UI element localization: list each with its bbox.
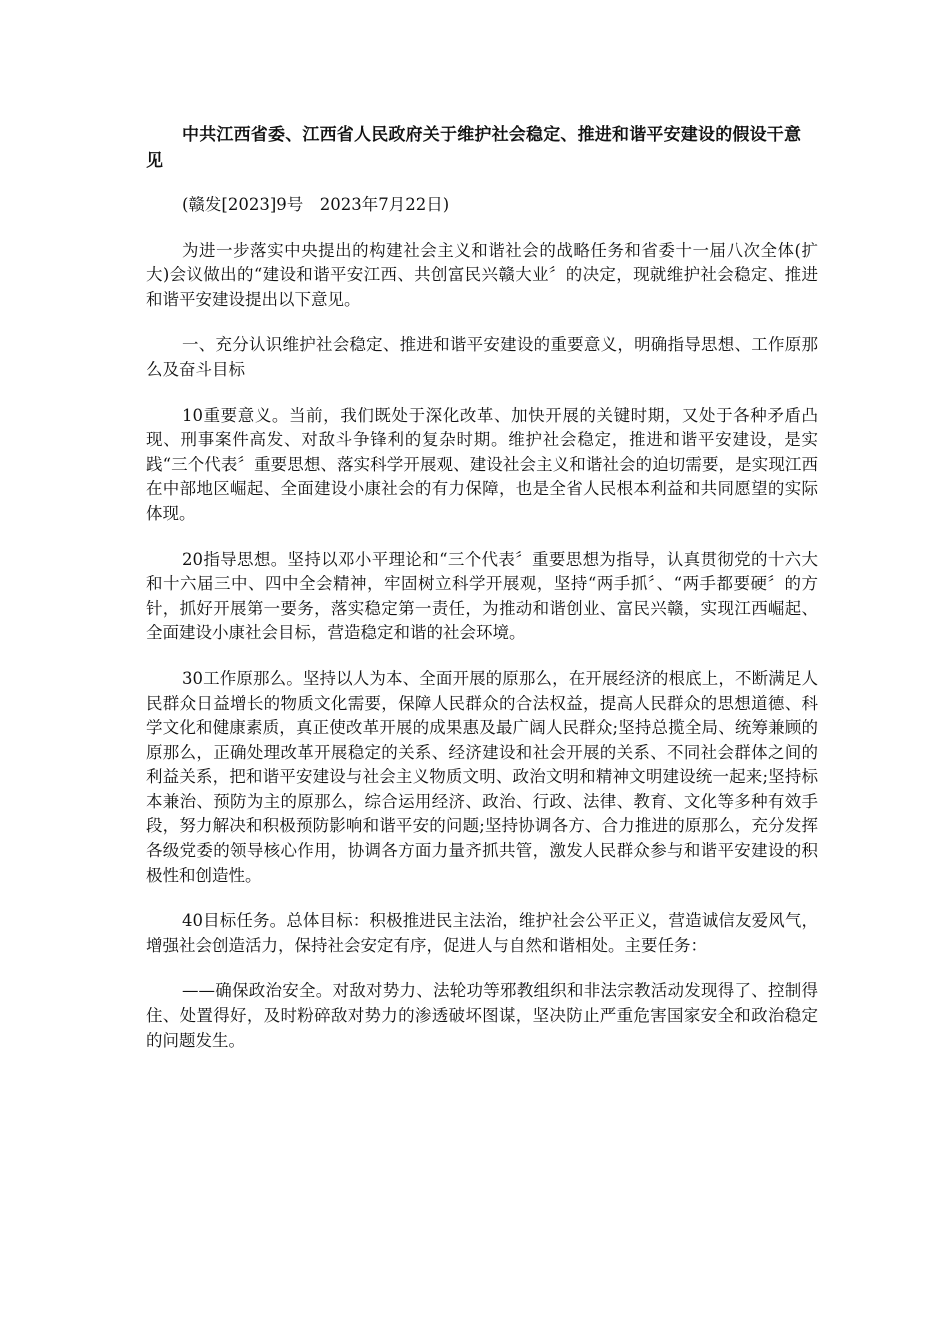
paragraph-guiding-thought: 20指导思想。坚持以邓小平理论和“三个代表〞重要思想为指导，认真贯彻党的十六大和十六届三中、四中全会精神，牢固树立科学开展观，坚持“两手抓〞、“两手都要硬〞的方针，抓好开展第一要务，落实稳定第一责任，为推动和谐创业、富民兴赣，实现江西崛起、全面建设小康社会目标，营造稳定和谐的社会环境。 <box>146 549 818 643</box>
document-page <box>146 122 818 1074</box>
paragraph-political-security: ——确保政治安全。对敌对势力、法轮功等邪教组织和非法宗教活动发现得了、控制得住、处置得好，及时粉碎敌对势力的渗透破坏图谋，坚决防止严重危害国家安全和政治稳定的问题发生。 <box>146 981 818 1050</box>
paragraph-intro: 为进一步落实中央提出的构建社会主义和谐社会的战略任务和省委十一届八次全体(扩大)会议做出的“建设和谐平安江西、共创富民兴赣大业〞的决定，现就维护社会稳定、推进和谐平安建设提出以下意见。 <box>146 240 818 309</box>
section-heading-1: 一、充分认识维护社会稳定、推进和谐平安建设的重要意义，明确指导思想、工作原那么及奋斗目标 <box>146 335 818 379</box>
document-issue-info: (赣发[2023]9号 2023年7月22日) <box>182 195 450 214</box>
paragraph-goals-tasks: 40目标任务。总体目标：积极推进民主法治，维护社会公平正义，营造诚信友爱风气，增强社会创造活力，保持社会安定有序，促进人与自然和谐相处。主要任务： <box>146 911 818 955</box>
paragraph-work-principles: 30工作原那么。坚持以人为本、全面开展的原那么，在开展经济的根底上，不断满足人民群众日益增长的物质文化需要，保障人民群众的合法权益，提高人民群众的思想道德、科学文化和健康素质，真正使改革开展的成果惠及最广阔人民群众;坚持总揽全局、统筹兼顾的原那么，正确处理改革开展稳定的关系、经济建设和社会开展的关系、不同社会群体之间的利益关系，把和谐平安建设与社会主义物质文明、政治文明和精神文明建设统一起来;坚持标本兼治、预防为主的原那么，综合运用经济、政治、行政、法律、教育、文化等多种有效手段，努力解决和积极预防影响和谐平安的问题;坚持协调各方、合力推进的原那么，充分发挥各级党委的领导核心作用，协调各方面力量齐抓共管，激发人民群众参与和谐平安建设的积极性和创造性。 <box>146 668 818 885</box>
paragraph-importance: 10重要意义。当前，我们既处于深化改革、加快开展的关键时期，又处于各种矛盾凸现、刑事案件高发、对敌斗争锋利的复杂时期。维护社会稳定，推进和谐平安建设，是实践“三个代表〞重要思想、落实科学开展观、建设社会主义和谐社会的迫切需要，是实现江西在中部地区崛起、全面建设小康社会的有力保障，也是全省人民根本利益和共同愿望的实际体现。 <box>146 405 818 523</box>
document-title: 中共江西省委、江西省人民政府关于维护社会稳定、推进和谐平安建设的假设干意见 <box>146 125 802 171</box>
